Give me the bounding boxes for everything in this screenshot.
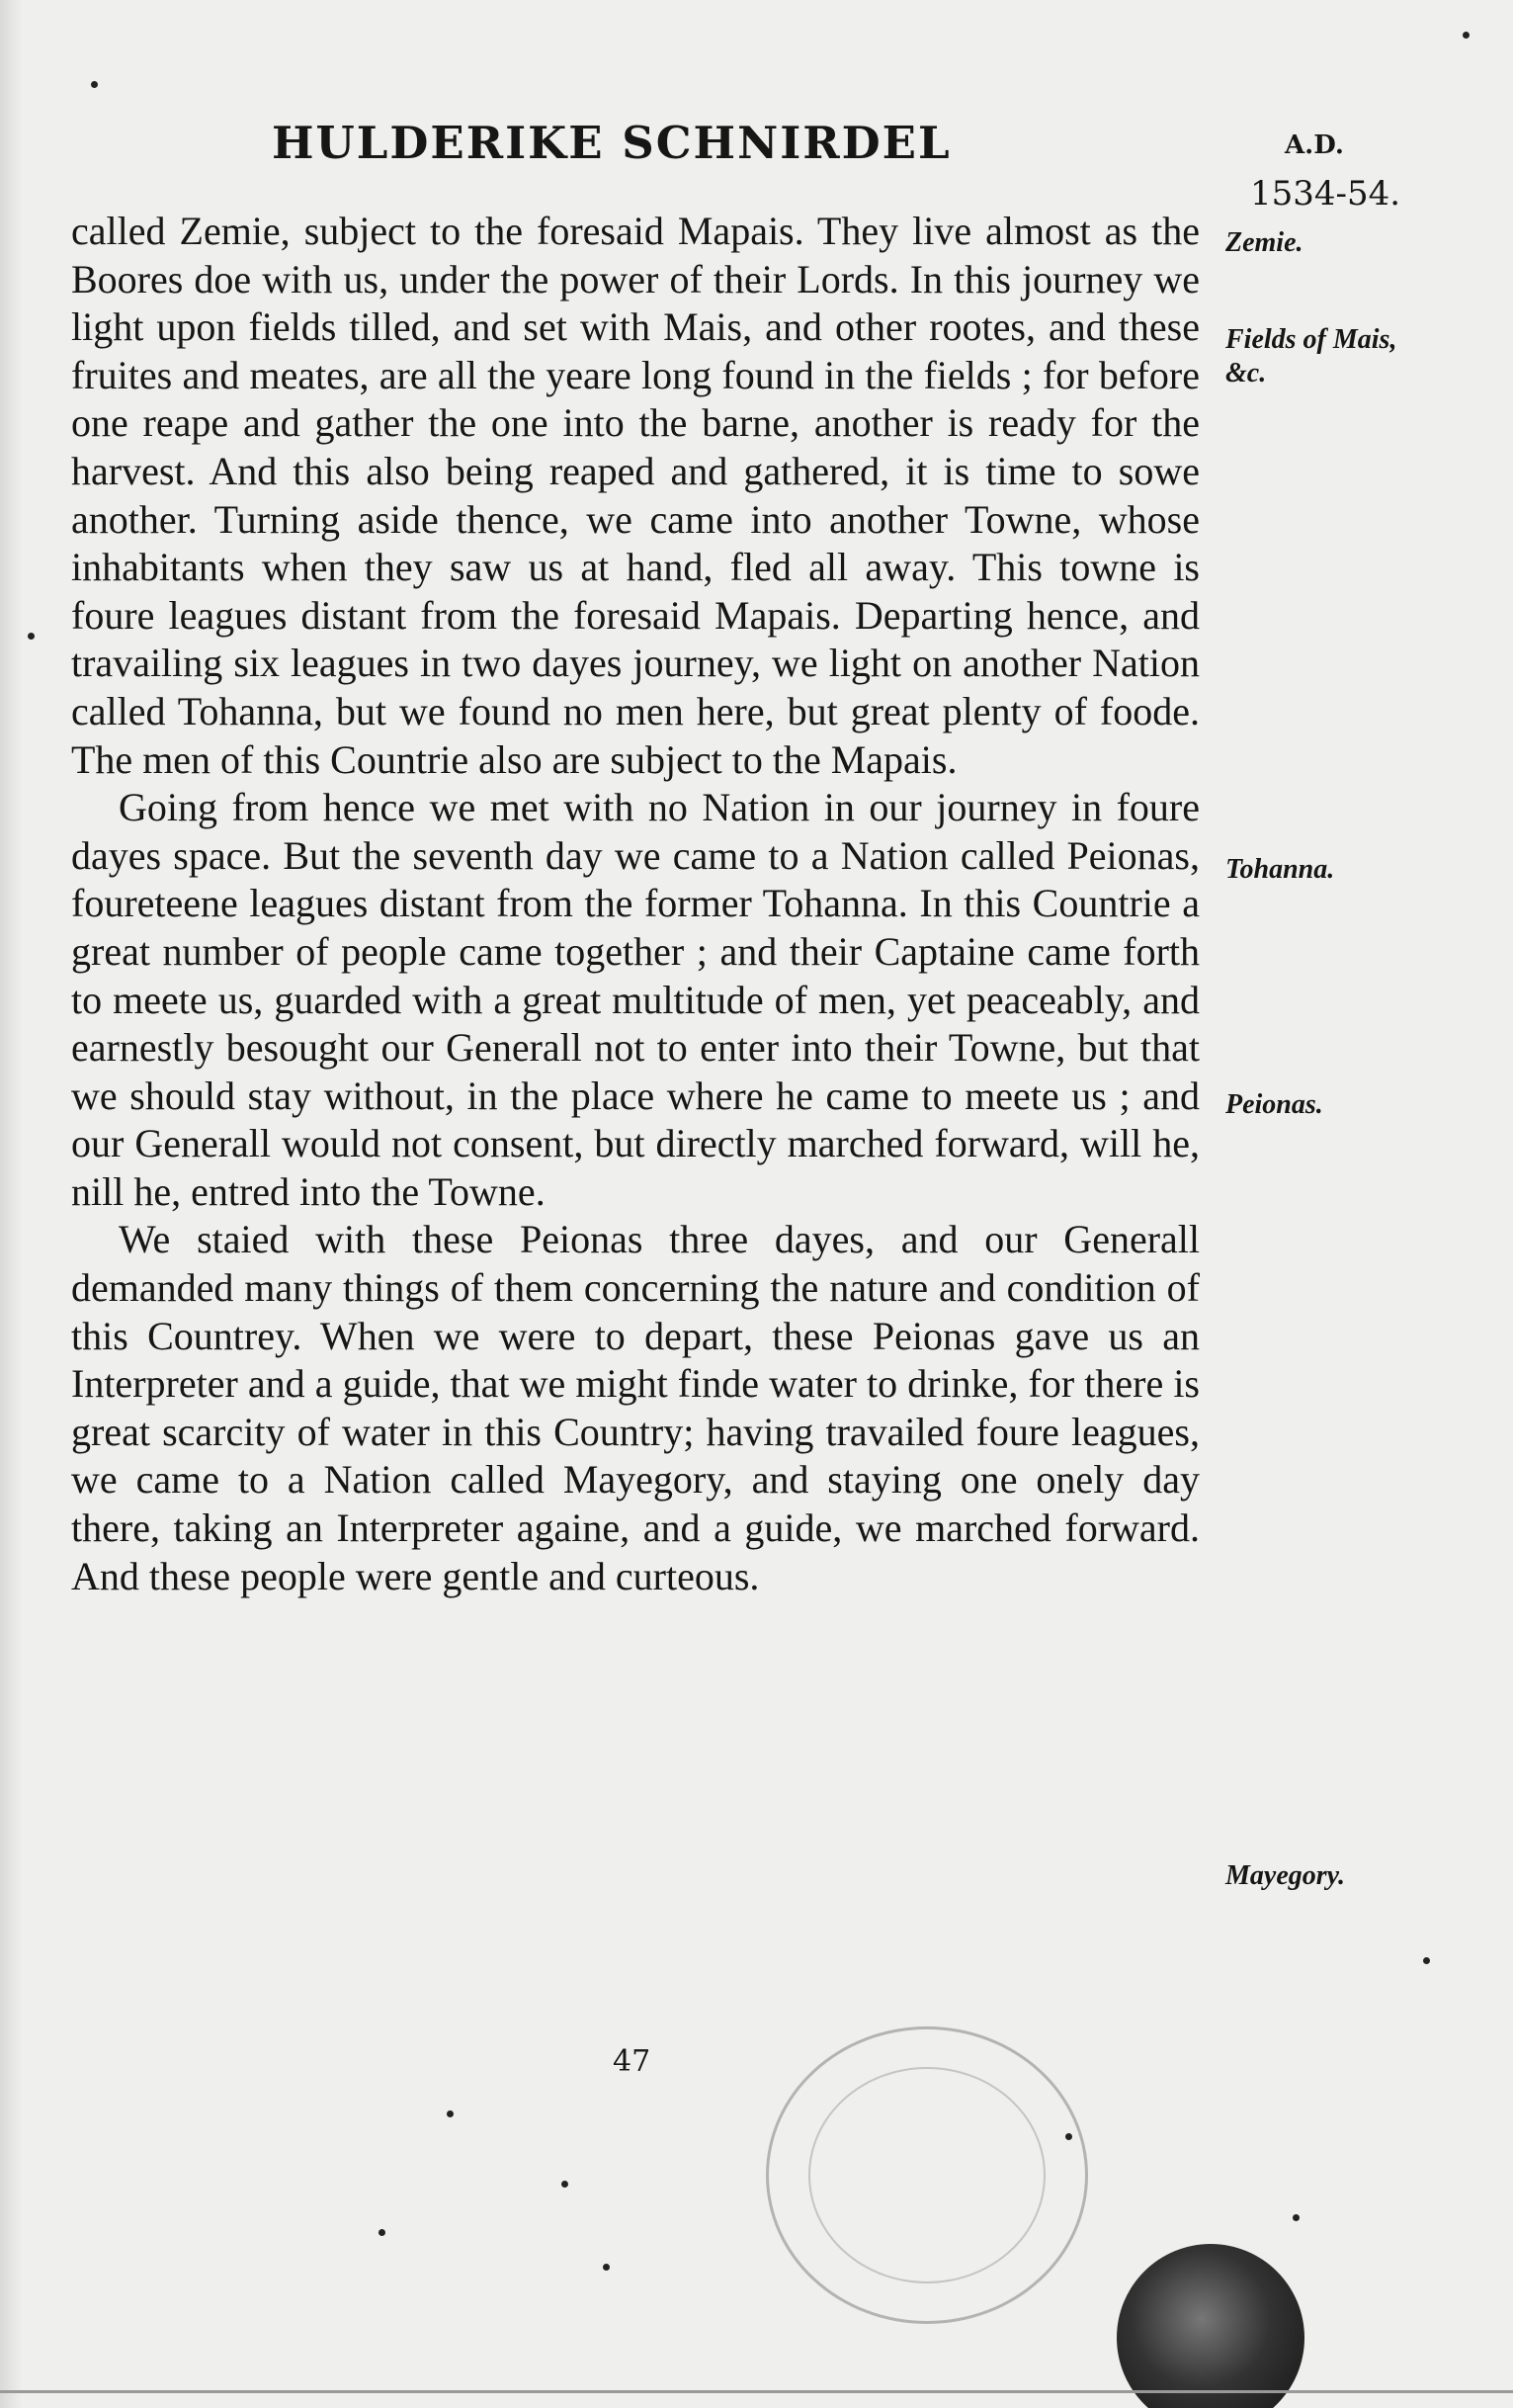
ink-speck [447,2110,454,2117]
ink-speck [561,2181,568,2188]
body-text [71,208,1200,1600]
ink-speck [603,2264,610,2271]
page-bottom-edge [0,2390,1513,2393]
ink-speck [1463,32,1470,39]
paragraph-2: Going from hence we met with no Nation in our journey in foure dayes space. But the seventh day we came to a Nation called Peionas, foureteene leagues distant from the former Tohanna. In this Countrie a great number of people came together ; and their Captaine came forth to meete us, guarded with a great multitude of men, yet peaceably, and earnestly besought our Generall not to enter into their Towne, but that we should stay without, in the place where he came to meete us ; and our Generall would not consent, but directly marched forward, will he, nill he, entred into the Towne. [71,785,1200,1214]
library-stamp-inner-ring [808,2067,1046,2283]
margin-note-tohanna: Tohanna. [1225,854,1335,885]
margin-note-peionas: Peionas. [1225,1089,1323,1120]
ink-speck [378,2229,385,2236]
margin-note-mayegory: Mayegory. [1225,1860,1346,1891]
margin-note-fields-of-mais: Fields of Mais, [1225,324,1397,355]
ink-speck [91,81,98,88]
running-head-title: HULDERIKE SCHNIRDEL [272,117,952,169]
running-head-ad-label: A.D. [1285,130,1344,160]
thumb-shadow [1117,2244,1304,2408]
ink-speck [28,633,35,640]
running-head-years: 1534-54. [1250,174,1401,214]
margin-note-zemie: Zemie. [1225,227,1303,258]
ink-speck [1293,2214,1300,2221]
ink-speck [1423,1957,1430,1964]
page-gutter-shadow [0,0,22,2408]
page-number: 47 [613,2044,651,2079]
ink-speck [1065,2133,1072,2140]
paragraph-3: We staied with these Peionas three dayes, and our Generall demanded many things of them concerning the nature and condition of this Countrey. When we were to depart, these Peionas gave us an Interpreter and a guide, that we might finde water to drinke, for there is great scarcity of water in this Country; having travailed foure leagues, we came to a Nation called Mayegory, and staying one onely day there, taking an Interpreter againe, and a guide, we marched forward. And these people were gentle and curteous. [71,1217,1200,1598]
paragraph-1: called Zemie, subject to the foresaid Mapais. They live almost as the Boores doe with us, under the power of their Lords. In this journey we light upon fields tilled, and set with Mais, and other rootes, and these fruites and meates, are all the yeare long found in the fields ; for before one reape and gather the one into the barne, another is ready for the harvest. And this also being reaped and gathered, it is time to sowe another. Turning aside thence, we came into another Towne, whose inhabitants when they saw us at hand, fled all away. This towne is foure leagues distant from the foresaid Mapais. Departing hence, and travailing six leagues in two dayes journey, we light on another Nation called Tohanna, but we found no men here, but great plenty of foode. The men of this Countrie also are subject to the Mapais. [71,209,1200,782]
margin-note-etc: &c. [1225,358,1267,388]
library-stamp [766,2026,1088,2324]
